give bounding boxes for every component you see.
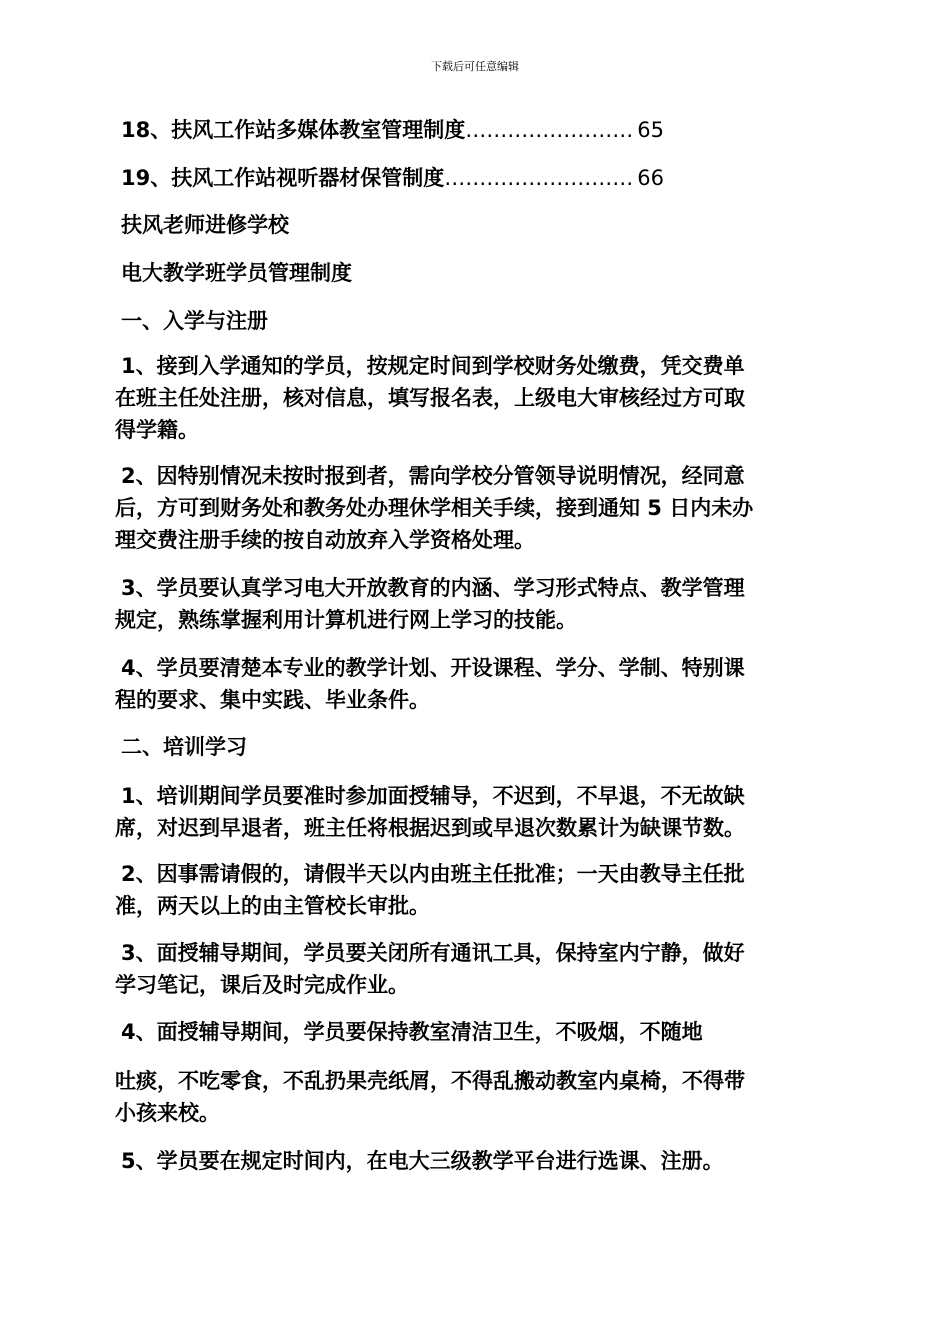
paragraph-line: 规定，熟练掌握利用计算机进行网上学习的技能。 bbox=[115, 608, 577, 632]
training-item-3 bbox=[115, 937, 833, 1001]
paragraph-line: 吐痰，不吃零食，不乱扔果壳纸屑，不得乱搬动教室内桌椅，不得带 bbox=[115, 1069, 745, 1093]
document-title: 电大教学班学员管理制度 bbox=[121, 261, 352, 285]
paragraph-line: 3、面授辅导期间，学员要关闭所有通讯工具，保持室内宁静，做好 bbox=[121, 941, 745, 965]
section-heading-enrollment: 一、入学与注册 bbox=[121, 309, 268, 333]
training-item-5 bbox=[115, 1145, 833, 1177]
training-item-4-continued bbox=[115, 1065, 833, 1129]
paragraph-line: 5、学员要在规定时间内，在电大三级教学平台进行选课、注册。 bbox=[121, 1149, 724, 1173]
paragraph-line: 理交费注册手续的按自动放弃入学资格处理。 bbox=[115, 528, 535, 552]
toc-entry-page: 66 bbox=[637, 166, 664, 190]
paragraph-line: 1、培训期间学员要准时参加面授辅导，不迟到，不早退，不无故缺 bbox=[121, 784, 745, 808]
paragraph-line: 2、因特别情况未按时报到者，需向学校分管领导说明情况，经同意 bbox=[121, 464, 745, 488]
toc-entry-leader: …………………… bbox=[465, 118, 634, 142]
paragraph-line: 小孩来校。 bbox=[115, 1101, 220, 1125]
section-heading-training: 二、培训学习 bbox=[121, 735, 247, 759]
paragraph-line: 程的要求、集中实践、毕业条件。 bbox=[115, 688, 430, 712]
enrollment-item-1 bbox=[115, 350, 833, 446]
paragraph-line: 4、学员要清楚本专业的教学计划、开设课程、学分、学制、特别课 bbox=[121, 656, 745, 680]
paragraph-line: 学习笔记，课后及时完成作业。 bbox=[115, 973, 409, 997]
header-note: 下载后可任意编辑 bbox=[431, 60, 519, 73]
paragraph-line: 2、因事需请假的，请假半天以内由班主任批准；一天由教导主任批 bbox=[121, 862, 745, 886]
training-item-1 bbox=[115, 780, 833, 844]
toc-entry-title: 18、扶风工作站多媒体教室管理制度 bbox=[121, 118, 466, 142]
training-item-4 bbox=[115, 1016, 833, 1048]
paragraph-line: 3、学员要认真学习电大开放教育的内涵、学习形式特点、教学管理 bbox=[121, 576, 745, 600]
training-item-2 bbox=[115, 858, 833, 922]
enrollment-item-3 bbox=[115, 572, 833, 636]
toc-entry-18 bbox=[121, 116, 664, 144]
paragraph-line: 在班主任处注册，核对信息，填写报名表，上级电大审核经过方可取 bbox=[115, 386, 745, 410]
paragraph-line: 后，方可到财务处和教务处办理休学相关手续，接到通知 5 日内未办 bbox=[115, 496, 754, 520]
paragraph-line: 准，两天以上的由主管校长审批。 bbox=[115, 894, 430, 918]
school-name: 扶风老师进修学校 bbox=[121, 213, 289, 237]
toc-entry-leader: ……………………… bbox=[444, 166, 634, 190]
toc-entry-19 bbox=[121, 164, 664, 192]
enrollment-item-2 bbox=[115, 460, 833, 556]
paragraph-line: 席，对迟到早退者，班主任将根据迟到或早退次数累计为缺课节数。 bbox=[115, 816, 745, 840]
toc-entry-title: 19、扶风工作站视听器材保管制度 bbox=[121, 166, 445, 190]
enrollment-item-4 bbox=[115, 652, 833, 716]
paragraph-line: 1、接到入学通知的学员，按规定时间到学校财务处缴费，凭交费单 bbox=[121, 354, 745, 378]
paragraph-line: 得学籍。 bbox=[115, 418, 199, 442]
paragraph-line: 4、面授辅导期间，学员要保持教室清洁卫生，不吸烟，不随地 bbox=[121, 1020, 703, 1044]
toc-entry-page: 65 bbox=[637, 118, 664, 142]
